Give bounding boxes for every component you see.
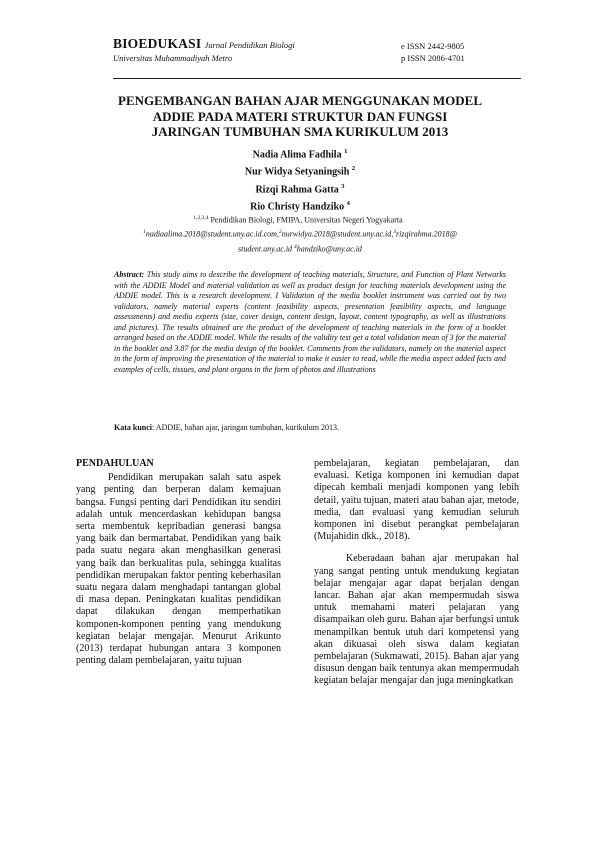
author-name: Nadia Alima Fadhila <box>252 149 342 161</box>
body-paragraph: Keberadaan bahan ajar merupakan hal yang sangat penting untuk mendukung kegiatan belajar mengajar agar dapat berjalan dengan lancar. Bahan ajar akan mempermudah siswa untuk memahami materi pelajaran yang disampaikan oleh guru. Bahan ajar berfungsi untuk menampilkan bentuk utuh dari kompetensi yang akan dikuasai oleh siswa dalam kegiatan pembelajaran (Sukmawati, 2015). Bahan ajar yang disusun dengan baik tentunya akan mempermudah kegiatan belajar mengajar dan juga meningkatkan <box>314 553 519 687</box>
paragraph-gap <box>314 543 519 553</box>
author-sup: 2 <box>351 165 356 173</box>
keywords <box>114 423 506 432</box>
university-name: Universitas Muhammadiyah Metro <box>113 53 233 63</box>
journal-header <box>113 36 521 78</box>
affiliation-text: Pendidikan Biologi, FMIPA, Universitas Negeri Yogyakarta <box>210 215 403 225</box>
author-name: Nur Widya Setyaningsih <box>244 166 350 178</box>
body-paragraph: pembelajaran, kegiatan pembelajaran, dan evaluasi. Ketiga komponen ini kemudian dapat dipecah kembali menjadi komponen yang lebih detail, yaitu tujuan, materi atau bahan ajar, metode, media, dan evaluasi yang kemudian seluruh komponen ini disebut perangkat pembelajaran (Mujahidin dkk., 2018). <box>314 458 519 543</box>
paper-title <box>90 93 510 140</box>
body-column-right <box>314 458 519 688</box>
author-sup: 3 <box>341 182 345 190</box>
author-sup: 1 <box>344 148 348 155</box>
email-sup: 2 <box>278 229 282 235</box>
title-line-2: ADDIE PADA MATERI STRUKTUR DAN FUNGSI <box>152 108 448 124</box>
journal-title-line <box>113 36 295 52</box>
abstract <box>114 270 506 375</box>
e-issn: e ISSN 2442-9805 <box>401 41 465 51</box>
author-sup: 4 <box>346 199 350 207</box>
section-heading: PENDAHULUAN <box>76 458 154 469</box>
journal-subtitle: Jurnal Pendidikan Biologi <box>204 40 295 50</box>
journal-header-left <box>113 36 295 63</box>
email-link[interactable]: nadiaalima.2018@student.uny.ac.id.com, <box>145 229 279 239</box>
body-column-left <box>76 458 281 667</box>
title-line-1: PENGEMBANGAN BAHAN AJAR MENGGUNAKAN MODEL <box>118 93 482 108</box>
author-emails <box>110 226 490 256</box>
email-link[interactable]: handziko@uny.ac.id <box>296 244 362 254</box>
author-name: Rizqi Rahma Gatta <box>255 183 339 195</box>
p-issn: p ISSN 2086-4701 <box>401 53 465 63</box>
author <box>200 180 400 197</box>
keywords-text: : ADDIE, bahan ajar, jaringan tumbuhan, kurikulum 2013. <box>152 423 339 432</box>
author <box>200 145 400 162</box>
title-line-3: JARINGAN TUMBUHAN SMA KURIKULUM 2013 <box>151 124 449 139</box>
journal-name: BIOEDUKASI <box>113 36 202 51</box>
affiliation-sup: 1,2,3,4 <box>193 215 209 221</box>
email-link[interactable]: nurwidya.2018@student.uny.ac.id, <box>281 229 394 239</box>
abstract-label: Abstract: <box>114 270 145 279</box>
body-paragraph: Pendidikan merupakan salah satu aspek yang penting dan berperan dalam kemajuan bangsa. Fungsi penting dari Pendidikan itu sendiri adalah untuk mencerdaskan kehidupan bangsa serta membentuk kepribadian generasi bangsa yang baik dan bermartabat. Pendidikan yang baik pada suatu negara akan menghasilkan generasi yang baik dan berkualitas pula, sehingga kualitas pendidikan merupakan faktor penting keberhasilan suatu negara dalam menghadapi tantangan global di masa depan. Peningkatan kualitas pendidikan dapat dilakukan dengan memperhatikan komponen-komponen penting yang mendukung kegiatan belajar mengajar. Menurut Arikunto (2013) terdapat hubungan antara 3 komponen penting dalam pembelajaran, yaitu tujuan <box>76 472 281 667</box>
email-sup: 1 <box>143 229 146 235</box>
abstract-text: This study aims to describe the development of teaching materials, Structure, and Function of Plant Networks with the ADDIE Model and material validation as well as product design for teaching materials development using the ADDIE model. This is a research development. I Validation of the media booklet instrument was carried out by two validators, namely material experts (content feasibility aspects, presentation feasibility aspects, and language assessments) and media experts (size, cover design, content design, layout, content typography, as well as illustrations and pictures). The results obtained are the product of the development of teaching materials in the form of a booklet arranged based on the ADDIE model. While the results of the validity test get a total validation mean of 3 for the material in the booklet and 3.87 for the media design of the booklet. Comments from the validators, namely on the material aspect in the form of improving the presentation of the material to make it easier to read, while the media aspect added facts and examples of cells, tissues, and plant organs in the form of photos and illustrations <box>114 270 507 374</box>
issn-block <box>401 40 465 64</box>
email-link[interactable]: rizqirahma.2018@ <box>396 229 457 239</box>
header-divider <box>113 78 521 79</box>
author <box>200 162 400 179</box>
email-sup: 3 <box>393 229 397 235</box>
affiliation <box>60 212 536 227</box>
author-name: Rio Christy Handziko <box>250 201 345 213</box>
email-link[interactable]: student.uny.ac.id <box>238 244 293 254</box>
keywords-label: Kata kunci <box>114 423 153 432</box>
author-list <box>200 145 400 214</box>
email-sup: 4 <box>294 244 297 251</box>
